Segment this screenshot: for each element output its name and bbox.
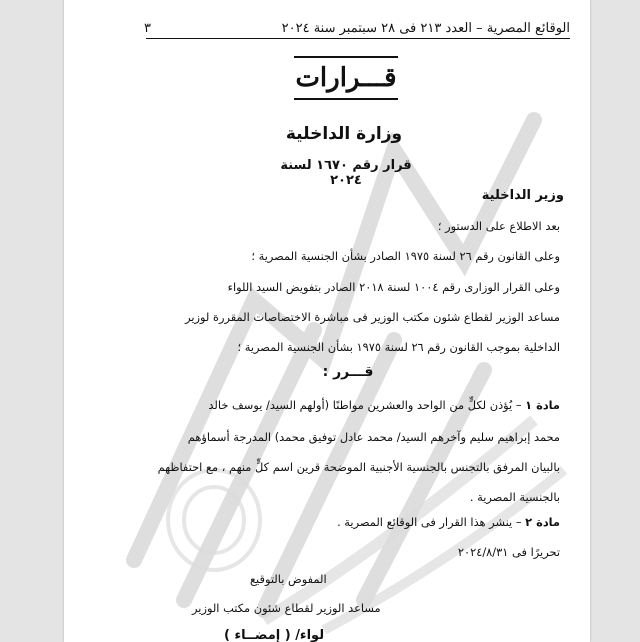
section-title: قـــرارات (294, 56, 398, 100)
decree-number: قرار رقم ١٦٧٠ لسنة ٢٠٢٤ (280, 158, 412, 188)
article-label: مادة ١ (525, 398, 560, 412)
page-header (144, 10, 570, 36)
preamble-line: وعلى القانون رقم ٢٦ لسنة ١٩٧٥ الصادر بشأن الجنسية المصرية ؛ (251, 249, 560, 263)
header-divider (146, 38, 570, 39)
preamble-line: الداخلية بموجب القانون رقم ٢٦ لسنة ١٩٧٥ بشأن الجنسية المصرية ؛ (237, 340, 560, 354)
article-line: محمد إبراهيم سليم وآخرهم السيد/ محمد عادل توفيق محمد) المدرجة أسماؤهم (187, 430, 560, 444)
decided-heading: قـــرر : (322, 364, 374, 380)
page-number: ٣ (144, 21, 151, 36)
running-header: الوقائع المصرية – العدد ٢١٣ فى ٢٨ سبتمبر سنة ٢٠٢٤ (281, 21, 570, 36)
signature-rank: لواء/ ( إمضــاء ) (224, 628, 325, 642)
signature-title: مساعد الوزير لقطاع شئون مكتب الوزير (192, 601, 381, 615)
preamble-line: وعلى القرار الوزارى رقم ١٠٠٤ لسنة ٢٠١٨ الصادر بتفويض السيد اللواء (227, 280, 560, 294)
signature-delegate: المفوض بالتوقيع (250, 572, 327, 586)
gazette-page (64, 0, 590, 642)
date-line: تحريرًا فى ٢٠٢٤/٨/٣١ (457, 545, 560, 559)
ministry-name: وزارة الداخلية (285, 124, 403, 144)
preamble-line: مساعد الوزير لقطاع شئون مكتب الوزير فى مباشرة الاختصاصات المقررة لوزير (185, 310, 560, 324)
issuer-title: وزير الداخلية (481, 188, 564, 203)
article-text: – يُؤذن لكلٍّ من الواحد والعشرين مواطنًا (أولهم السيد/ يوسف خالد (208, 398, 522, 412)
article-line (337, 515, 560, 529)
article-text: – ينشر هذا القرار فى الوقائع المصرية . (337, 515, 522, 529)
article-line (208, 398, 560, 412)
article-line: بالجنسية المصرية . (469, 490, 560, 504)
preamble-line: بعد الاطلاع على الدستور ؛ (437, 219, 560, 233)
article-label: مادة ٢ (525, 515, 560, 529)
article-line: بالبيان المرفق بالتجنس بالجنسية الأجنبية الموضحة قرين اسم كلٍّ منهم ، مع احتفاظهم (157, 460, 560, 474)
